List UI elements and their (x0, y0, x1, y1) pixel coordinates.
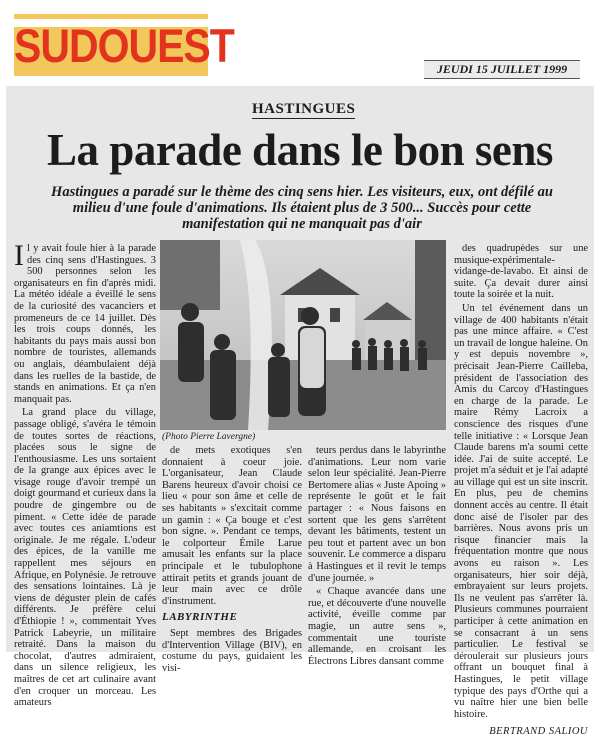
column-1-paragraph-2: La grand place du village, passage obligé, s'avéra le témoin de toutes sortes de réactions, placées sous le signe de l'enthousiasme. Les uns sortaient de la grange aux épices avec le visage rouge d'avoir trempé un doigt gourmand et curieux dans la poudre de gingembre ou de piment. « Cette idée de parade avec toutes ces aniamtions est originale. Je me régale. L'odeur des épices, de la vanille me rappellent mes séjours en Afrique, en Polynésie. Je retrouve des sensations lointaines. Là je viens de déguster plein de cafés différents. Je préfère celui d'Éthiopie ! », commentait Yves Patrick Labeyrie, un militaire retraité. Dans la maison du chocolat, d'autres admiraient, dans un silence religieux, les maîtres de cet art culinaire avant d'en croquer un morceau. Les amateurs (14, 407, 156, 709)
article-headline: La parade dans le bon sens (47, 125, 553, 175)
photo-illustration (160, 240, 446, 430)
sudouest-logo (14, 14, 234, 76)
column-1 (14, 239, 156, 709)
byline: BERTRAND SALIOU (489, 726, 588, 738)
column-2-paragraph-2: Sept membres des Brigades d'Intervention Village (BIV), en costume du pays, guidaient les visi- (162, 627, 302, 674)
logo-wordmark: SUDOUEST (14, 19, 234, 73)
column-4-paragraph-2: Un tel événement dans un village de 400 habitants n'était pas une mince affaire. « C'est un travail de longue haleine. On y est depuis novembre », précisait Jean-Pierre Cailleba, président de l'association des Amis du Carcoy d'Hastingues en charge de la parade. Le maire Rémy Lacroix a conscience des risques d'une telle initiative : « Lorsque Jean Claude barens m'a soumi cette idée. J'ai de suite accepté. Le projet m'a séduit et je l'ai adapté au village qui est un site inscrit. En plus, peu de chemins donnent accès au centre. Il était donc aisé de l'isoler par des barrières. Nous avons pris un risque financier mais la fréquentation montre que nous avons eu raison ». Les organisateurs, hier soir déjà, embrayaient sur leurs projets. Ils ne veulent pas s'arrêter là. Plusieurs communes pourraient participer à cette animation en se consacrant à un sens particulier. Le festival se déroulerait sur plusieurs jours offrant un bouquet final à Hastingues, le petit village typique des pays d'Orthe qui a vu naître hier une bien belle histoire. (454, 302, 588, 720)
subheading: LABYRINTHE (162, 611, 238, 624)
issue-date: JEUDI 15 JUILLET 1999 (424, 60, 580, 79)
article-lead: Hastingues a paradé sur le thème des cinq sens hier. Les visiteurs, eux, ont défilé au milieu d'une foule d'animations. Ils étaient plus de 3 500... Succès pour cette manifestation qui ne manquait pas d'air (51, 184, 553, 232)
column-2 (162, 445, 302, 674)
drop-cap: I (14, 239, 24, 272)
column-4-paragraph: des quadrupèdes sur une musique-expérimentale-vidange-de-lavabo. Et ainsi de suite. Ça devait durer ainsi toute la soirée et la nuit. (454, 243, 588, 301)
article-kicker: HASTINGUES (252, 101, 356, 117)
parade-photo (160, 240, 446, 430)
column-3 (308, 445, 446, 667)
column-3-paragraph: teurs perdus dans le labyrinthe d'animations. Leur nom varie selon leur spécialité. Jean-Pierre Bertomere alias « Juste Apoing » représente le goût et le fait partager : « Nous faisons en sortent que les gens s'arrêtent devant les bâtiments, testent un peu tout et partent avec un bon souvenir. Le commerce a disparu à Hastingues et il revit le temps d'une journée. » (308, 445, 446, 584)
column-3-paragraph-2: « Chaque avancée dans une rue, et découverte d'une nouvelle activité, éveille comme par magie, un autre sens », commentait une touriste allemande, en croisant les Électrons Libres dansant comme (308, 586, 446, 667)
column-1-paragraph (14, 239, 156, 405)
article-clipping (6, 86, 594, 738)
column-1-paragraph-text: l y avait foule hier à la parade des cinq sens d'Hastingues. 3 500 personnes selon les organisateurs en fin d'après midi. La météo idéale a éveillé le sens de la curiosité des vacanciers et promeneurs de ce 14 juillet. Dès les trois coups donnés, les habitants du pays mais aussi bon nombre de touristes, allemands ou anglais, déambulaient déjà dans les ruelles de la bastide, de stands en animations. Et ça n'en manquait pas. (14, 243, 156, 405)
column-4 (454, 243, 588, 738)
photo-caption: (Photo Pierre Lavergne) (162, 432, 256, 442)
column-2-paragraph: de mets exotiques s'en donnaient à coeur joie. L'organisateur, Jean Claude Barens heureux d'avoir choisi ce lieu « pour son âme et celle de ses habitants » s'excitait comme un gamin : « Ça bouge et c'est bon signe. ». Pendant ce temps, le colporteur Émile Larue amusait les enfants sur la place principale et le tubulophone attirait petits et grands jouant de leur main avec ce drôle d'instrument. (162, 445, 302, 607)
